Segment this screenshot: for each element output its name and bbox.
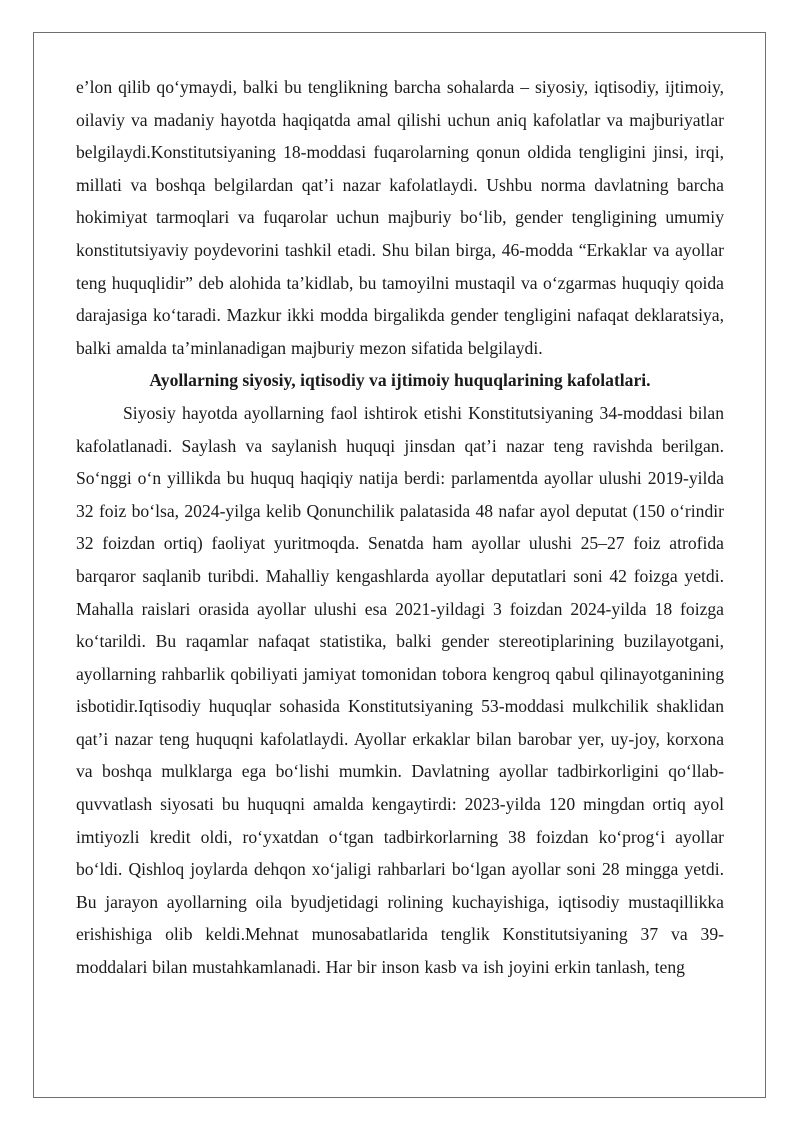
section-heading: Ayollarning siyosiy, iqtisodiy va ijtimoiy huquqlarining kafolatlari. xyxy=(149,370,651,391)
body-paragraph: e’lon qilib qo‘ymaydi, balki bu tenglikning barcha sohalarda – siyosiy, iqtisodiy, ijtimoiy, oilaviy va madaniy hayotda haqiqatda amal qilishi uchun aniq kafolatlar va majburiyatlar belgilaydi.Konstitutsiyaning 18-moddasi fuqarolarning qonun oldida tengligini jinsi, irqi, millati va boshqa belgilardan qat’i nazar kafolatlaydi. Ushbu norma davlatning barcha hokimiyat tarmoqlari va fuqarolar uchun majburiy bo‘lib, gender tengligining umumiy konstitutsiyaviy poydevorini tashkil etadi. Shu bilan birga, 46-modda “Erkaklar va ayollar teng huquqlidir” deb alohida ta’kidlab, bu tamoyilni mustaqil va o‘zgarmas huquqiy qoida darajasiga ko‘taradi. Mazkur ikki modda birgalikda gender tengligini nafaqat deklaratsiya, balki amalda ta’minlanadigan majburiy mezon sifatida belgilaydi. xyxy=(76,77,724,358)
document-body xyxy=(76,71,724,984)
body-paragraph: Siyosiy hayotda ayollarning faol ishtirok etishi Konstitutsiyaning 34-moddasi bilan kafolatlanadi. Saylash va saylanish huquqi jinsdan qat’i nazar teng ravishda berilgan. So‘nggi o‘n yillikda bu huquq haqiqiy natija berdi: parlamentda ayollar ulushi 2019-yilda 32 foiz bo‘lsa, 2024-yilga kelib Qonunchilik palatasida 48 nafar ayol deputat (150 o‘rindir 32 foizdan ortiq) faoliyat yuritmoqda. Senatda ham ayollar ulushi 25–27 foiz atrofida barqaror saqlanib turibdi. Mahalliy kengashlarda ayollar deputatlari soni 42 foizga yetdi. Mahalla raislari orasida ayollar ulushi esa 2021-yildagi 3 foizdan 2024-yilda 18 foizga ko‘tarildi. Bu raqamlar nafaqat statistika, balki gender stereotiplarining buzilayotgani, ayollarning rahbarlik qobiliyati jamiyat tomonidan tobora kengroq qabul qilinayotganining isbotidir.Iqtisodiy huquqlar sohasida Konstitutsiyaning 53-moddasi mulkchilik shaklidan qat’i nazar teng huquqni kafolatlaydi. Ayollar erkaklar bilan barobar yer, uy-joy, korxona va boshqa mulklarga ega bo‘lishi mumkin. Davlatning ayollar tadbirkorligini qo‘llab-quvvatlash siyosati bu huquqni amalda kengaytirdi: 2023-yilda 120 mingdan ortiq ayol imtiyozli kredit oldi, ro‘yxatdan o‘tgan tadbirkorlarning 38 foizdan ko‘prog‘i ayollar bo‘ldi. Qishloq joylarda dehqon xo‘jaligi rahbarlari bo‘lgan ayollar soni 28 mingga yetdi. Bu jarayon ayollarning oila byudjetidagi rolining kuchayishiga, iqtisodiy mustaqillikka erishishiga olib keldi.Mehnat munosabatlarida tenglik Konstitutsiyaning 37 va 39-moddalari bilan mustahkamlanadi. Har bir inson kasb va ish joyini erkin tanlash, teng xyxy=(76,402,724,978)
